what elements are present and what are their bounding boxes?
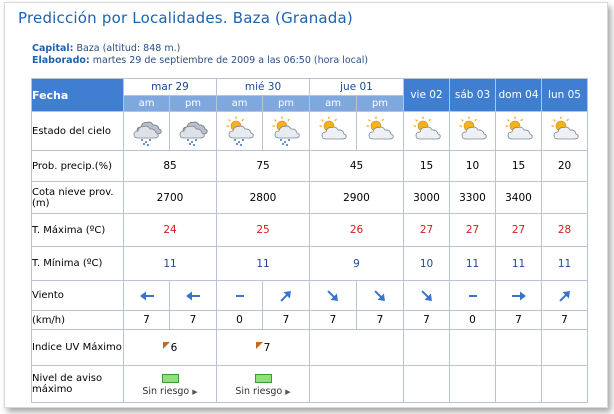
- precip-value: 45: [310, 151, 404, 182]
- uv-level-icon: [256, 342, 263, 349]
- tmin-value: 11: [542, 247, 588, 281]
- aviso-cell[interactable]: [124, 366, 217, 403]
- row-uv: [32, 330, 588, 366]
- uv-value: 7: [263, 341, 271, 354]
- tmax-value: 26: [310, 214, 404, 247]
- wind-cell: [124, 281, 170, 311]
- wind-cell: [357, 281, 404, 311]
- aviso-cell: [496, 366, 542, 403]
- wind-cell: [310, 281, 357, 311]
- cota-value: [542, 182, 588, 214]
- uv-cell: [542, 330, 588, 366]
- sun-cloud-icon: [357, 115, 403, 147]
- aviso-cell: [310, 366, 404, 403]
- sky-cell: [170, 112, 217, 151]
- row-label-uv: Indice UV Máximo: [32, 330, 124, 366]
- uv-cell: [310, 330, 404, 366]
- aviso-level-icon: [162, 374, 179, 383]
- aviso-value[interactable]: Sin riesgo: [235, 385, 283, 397]
- uv-cell: [404, 330, 450, 366]
- tmin-value: 11: [450, 247, 496, 281]
- elaborado-label: Elaborado:: [32, 55, 90, 66]
- tmin-value: 11: [124, 247, 217, 281]
- uv-cell: [450, 330, 496, 366]
- wind-arrow-icon: [170, 288, 216, 304]
- wind-calm-icon: [450, 291, 495, 301]
- day-header-jue01: jue 01: [310, 79, 404, 96]
- sky-cell: [542, 112, 588, 151]
- cota-value: 2700: [124, 182, 217, 214]
- wind-speed: 0: [217, 311, 263, 330]
- wind-arrow-icon: [263, 288, 309, 304]
- elaborado-line: [32, 55, 368, 66]
- tmax-value: 27: [450, 214, 496, 247]
- tmax-value: 24: [124, 214, 217, 247]
- precip-value: 10: [450, 151, 496, 182]
- row-label-cota: Cota nieve prov.(m): [32, 182, 124, 214]
- precip-value: 15: [404, 151, 450, 182]
- sun-cloud-icon: [404, 115, 449, 147]
- am-header: am: [124, 95, 170, 112]
- row-viento: [32, 281, 588, 311]
- cota-value: 3000: [404, 182, 450, 214]
- chevron-right-icon[interactable]: ▶: [285, 387, 291, 396]
- wind-arrow-icon: [124, 288, 169, 304]
- wind-arrow-icon: [357, 288, 403, 304]
- elaborado-value: martes 29 de septiembre de 2009 a las 06:50 (hora local): [92, 55, 369, 66]
- row-label-tmin: T. Mínima (ºC): [32, 247, 124, 281]
- tmax-value: 27: [496, 214, 542, 247]
- row-tmin: [32, 247, 588, 281]
- wind-cell: [170, 281, 217, 311]
- wind-speed: 7: [404, 311, 450, 330]
- day-header-vie02: vie 02: [404, 79, 450, 112]
- aviso-value[interactable]: Sin riesgo: [142, 385, 190, 397]
- pm-header: pm: [263, 95, 310, 112]
- wind-cell: [217, 281, 263, 311]
- day-header-sab03: sáb 03: [450, 79, 496, 112]
- uv-cell: [217, 330, 310, 366]
- aviso-cell: [542, 366, 588, 403]
- cota-value: 3300: [450, 182, 496, 214]
- day-header-mie30: mié 30: [217, 79, 310, 96]
- sky-cell: [310, 112, 357, 151]
- wind-cell: [542, 281, 588, 311]
- wind-arrow-icon: [310, 288, 356, 304]
- tmin-value: 11: [496, 247, 542, 281]
- wind-speed: 7: [263, 311, 310, 330]
- row-label-kmh: (km/h): [32, 311, 124, 330]
- row-kmh: [32, 311, 588, 330]
- tmax-value: 28: [542, 214, 588, 247]
- uv-level-icon: [163, 342, 170, 349]
- fecha-header: Fecha: [32, 79, 124, 112]
- cota-value: 2800: [217, 182, 310, 214]
- wind-cell: [496, 281, 542, 311]
- wind-calm-icon: [217, 291, 262, 301]
- cloud-rain-icon: [170, 115, 216, 147]
- sky-cell: [496, 112, 542, 151]
- row-estado: [32, 112, 588, 151]
- row-label-estado: Estado del cielo: [32, 112, 124, 151]
- cloud-sun-rain-icon: [263, 115, 309, 147]
- wind-speed: 7: [310, 311, 357, 330]
- precip-value: 85: [124, 151, 217, 182]
- wind-cell: [263, 281, 310, 311]
- pm-header: pm: [170, 95, 217, 112]
- capital-line: [32, 43, 180, 54]
- wind-arrow-icon: [542, 288, 587, 304]
- aviso-cell: [450, 366, 496, 403]
- wind-arrow-icon: [404, 288, 449, 304]
- sky-cell: [124, 112, 170, 151]
- wind-cell: [404, 281, 450, 311]
- row-aviso: [32, 366, 588, 403]
- row-label-viento: Viento: [32, 281, 124, 311]
- wind-speed: 7: [357, 311, 404, 330]
- sun-cloud-icon: [310, 115, 356, 147]
- sky-cell: [450, 112, 496, 151]
- wind-arrow-icon: [496, 288, 541, 304]
- am-header: am: [217, 95, 263, 112]
- precip-value: 75: [217, 151, 310, 182]
- sky-cell: [404, 112, 450, 151]
- pm-header: pm: [357, 95, 404, 112]
- uv-cell: [124, 330, 217, 366]
- wind-speed: 7: [170, 311, 217, 330]
- wind-speed: 7: [124, 311, 170, 330]
- row-tmax: [32, 214, 588, 247]
- am-header: am: [310, 95, 357, 112]
- tmin-value: 9: [310, 247, 404, 281]
- day-header-mar29: mar 29: [124, 79, 217, 96]
- sun-cloud-icon: [542, 115, 587, 147]
- day-header-dom04: dom 04: [496, 79, 542, 112]
- row-label-precip: Prob. precip.(%): [32, 151, 124, 182]
- aviso-cell: [404, 366, 450, 403]
- wind-speed: 0: [450, 311, 496, 330]
- tmax-value: 25: [217, 214, 310, 247]
- capital-label: Capital:: [32, 43, 74, 54]
- cota-value: 3400: [496, 182, 542, 214]
- day-header-lun05: lun 05: [542, 79, 588, 112]
- chevron-right-icon[interactable]: ▶: [192, 387, 198, 396]
- sky-cell: [357, 112, 404, 151]
- tmin-value: 10: [404, 247, 450, 281]
- forecast-table: [31, 78, 588, 403]
- sky-cell: [217, 112, 263, 151]
- uv-value: 6: [170, 341, 178, 354]
- cloud-sun-rain-icon: [217, 115, 262, 147]
- tmax-value: 27: [404, 214, 450, 247]
- precip-value: 15: [496, 151, 542, 182]
- row-cota: [32, 182, 588, 214]
- row-precip: [32, 151, 588, 182]
- wind-speed: 7: [496, 311, 542, 330]
- capital-value: Baza (altitud: 848 m.): [76, 43, 181, 54]
- page-title: Predicción por Localidades. Baza (Granada): [18, 9, 353, 27]
- precip-value: 20: [542, 151, 588, 182]
- aviso-level-icon: [255, 374, 272, 383]
- uv-cell: [496, 330, 542, 366]
- sun-cloud-icon: [450, 115, 495, 147]
- sky-cell: [263, 112, 310, 151]
- wind-cell: [450, 281, 496, 311]
- aviso-cell[interactable]: [217, 366, 310, 403]
- wind-speed: 7: [542, 311, 588, 330]
- row-label-aviso: Nivel de aviso máximo: [32, 366, 124, 403]
- row-label-tmax: T. Máxima (ºC): [32, 214, 124, 247]
- tmin-value: 11: [217, 247, 310, 281]
- sun-cloud-icon: [496, 115, 541, 147]
- cota-value: 2900: [310, 182, 404, 214]
- cloud-rain-icon: [124, 115, 169, 147]
